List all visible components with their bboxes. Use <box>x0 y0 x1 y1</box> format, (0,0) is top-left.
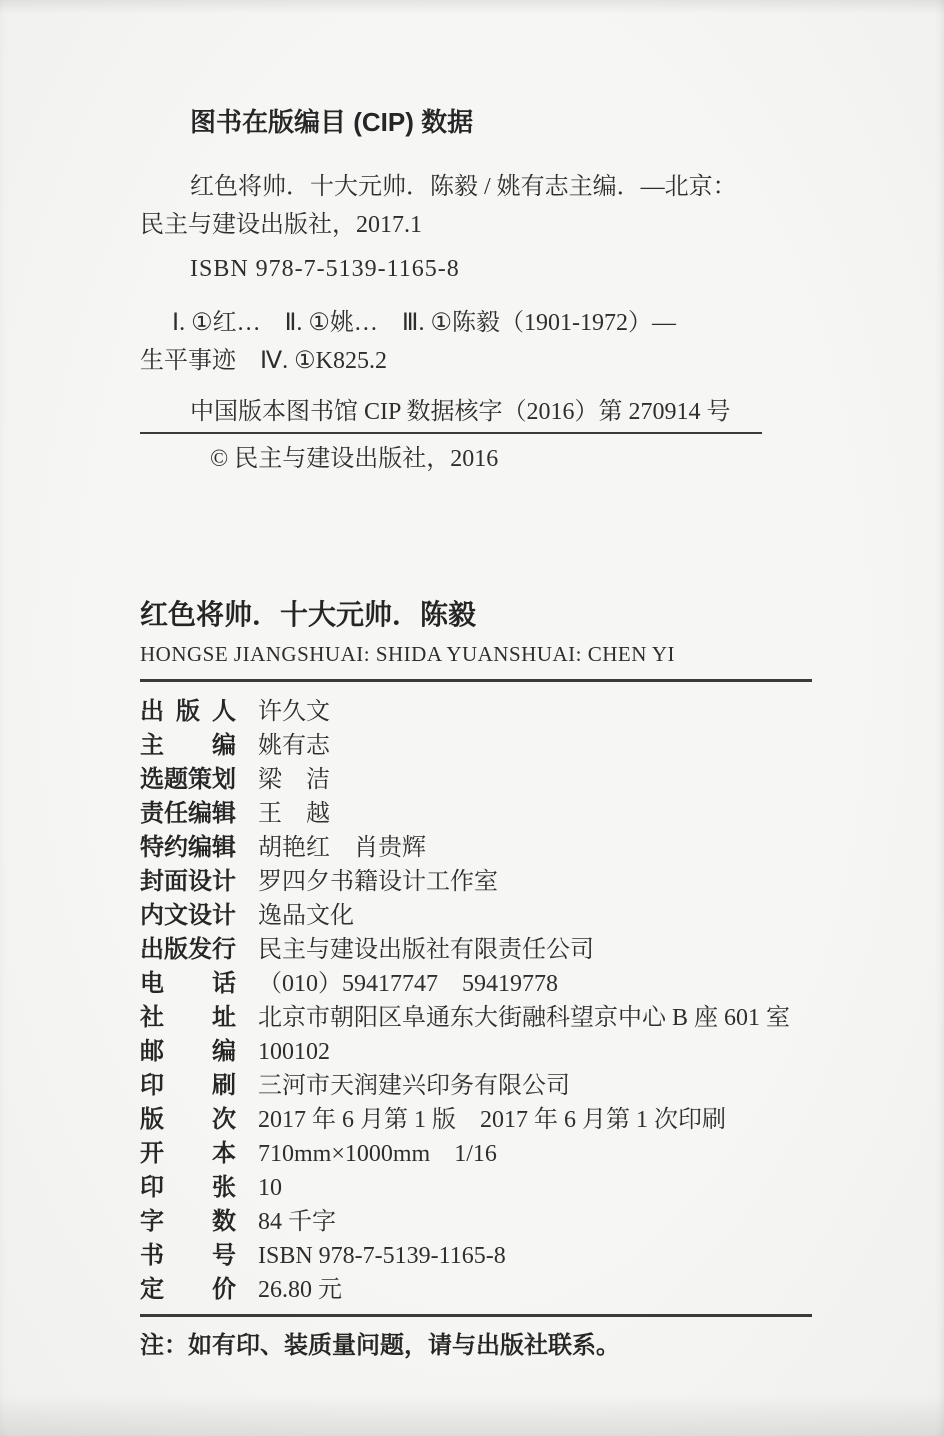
cip-entry-line1: 红色将帅．十大元帅．陈毅 / 姚有志主编．—北京： <box>190 174 737 200</box>
colophon-row <box>140 729 810 763</box>
cip-data-section <box>140 104 810 478</box>
cip-registry-number: 中国版本图书馆 CIP 数据核字（2016）第 270914 号 <box>190 399 731 425</box>
colophon-label: 版次 <box>140 1106 236 1133</box>
colophon-row <box>140 1069 810 1103</box>
colophon-row <box>140 1205 810 1239</box>
book-title-pinyin: HONGSE JIANGSHUAI: SHIDA YUANSHUAI: CHEN YI <box>140 642 676 666</box>
colophon-label: 字数 <box>140 1208 236 1235</box>
colophon-label: 出版人 <box>140 698 236 725</box>
colophon-label: 主编 <box>140 732 236 759</box>
colophon-value: 北京市朝阳区阜通东大街融科望京中心 B 座 601 室 <box>258 1005 791 1031</box>
colophon-label: 责任编辑 <box>140 800 236 827</box>
colophon-label: 印张 <box>140 1174 236 1201</box>
colophon-row <box>140 831 810 865</box>
cip-class-line1: Ⅰ. ①红… Ⅱ. ①姚… Ⅲ. ①陈毅（1901-1972）— <box>172 310 676 336</box>
divider-rule <box>140 432 762 434</box>
colophon-label: 出版发行 <box>140 936 236 963</box>
divider-rule <box>140 679 812 682</box>
cip-isbn: ISBN 978-7-5139-1165-8 <box>190 256 460 282</box>
title-block <box>140 595 810 669</box>
colophon-value: （010）59417747 59419778 <box>258 971 558 997</box>
colophon-label: 定价 <box>140 1276 236 1303</box>
colophon-label: 书号 <box>140 1242 236 1269</box>
colophon-value: 梁 洁 <box>258 767 330 793</box>
colophon-value: 许久文 <box>258 699 330 725</box>
colophon-row <box>140 1239 810 1273</box>
cip-header: 图书在版编目 (CIP) 数据 <box>190 107 474 137</box>
colophon-label: 特约编辑 <box>140 834 236 861</box>
colophon-value: 100102 <box>258 1039 330 1065</box>
colophon-row <box>140 1171 810 1205</box>
colophon-row <box>140 933 810 967</box>
colophon-label: 选题策划 <box>140 766 236 793</box>
divider-rule <box>140 1314 812 1317</box>
page-content <box>0 104 944 1363</box>
copyright-line: © 民主与建设出版社，2016 <box>210 446 499 472</box>
colophon-value: ISBN 978-7-5139-1165-8 <box>258 1243 506 1269</box>
colophon-value: 王 越 <box>258 801 330 827</box>
colophon-label: 印刷 <box>140 1072 236 1099</box>
colophon-label: 开本 <box>140 1140 236 1167</box>
colophon-row <box>140 763 810 797</box>
colophon-value: 逸品文化 <box>258 903 354 929</box>
colophon-table <box>140 695 810 1307</box>
colophon-value: 2017 年 6 月第 1 版 2017 年 6 月第 1 次印刷 <box>258 1107 726 1133</box>
book-title: 红色将帅．十大元帅．陈毅 <box>140 599 477 630</box>
colophon-row <box>140 1103 810 1137</box>
colophon-row <box>140 1137 810 1171</box>
colophon-row <box>140 1035 810 1069</box>
colophon-value: 26.80 元 <box>258 1277 342 1303</box>
quality-note: 注：如有印、装质量问题，请与出版社联系。 <box>140 1332 620 1359</box>
colophon-row <box>140 695 810 729</box>
colophon-value: 民主与建设出版社有限责任公司 <box>258 937 594 963</box>
colophon-row <box>140 967 810 1001</box>
colophon-row <box>140 865 810 899</box>
colophon-row <box>140 1001 810 1035</box>
colophon-value: 姚有志 <box>258 733 330 759</box>
colophon-value: 84 千字 <box>258 1209 336 1235</box>
colophon-value: 三河市天润建兴印务有限公司 <box>258 1073 570 1099</box>
cip-class-line2: 生平事迹 Ⅳ. ①K825.2 <box>140 348 387 374</box>
colophon-label: 社址 <box>140 1004 236 1031</box>
cip-entry-line2: 民主与建设出版社，2017.1 <box>140 212 422 238</box>
colophon-value: 10 <box>258 1175 282 1201</box>
colophon-label: 封面设计 <box>140 868 236 895</box>
colophon-label: 电话 <box>140 970 236 997</box>
colophon-label: 邮编 <box>140 1038 236 1065</box>
colophon-value: 胡艳红 肖贵辉 <box>258 835 426 861</box>
colophon-row <box>140 1273 810 1307</box>
colophon-row <box>140 899 810 933</box>
colophon-row <box>140 797 810 831</box>
colophon-value: 710mm×1000mm 1/16 <box>258 1141 497 1167</box>
colophon-label: 内文设计 <box>140 902 236 929</box>
colophon-value: 罗四夕书籍设计工作室 <box>258 869 498 895</box>
